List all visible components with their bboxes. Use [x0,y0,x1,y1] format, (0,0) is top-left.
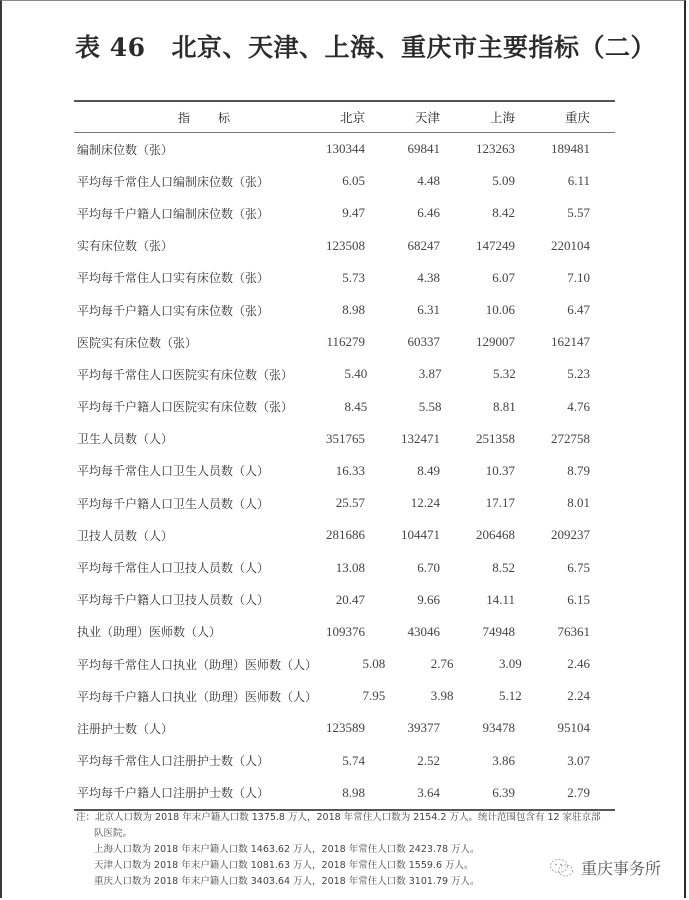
value-chongqing: 7.10 [567,269,590,285]
table-row [74,455,615,487]
value-beijing: 123589 [326,720,365,736]
value-tianjin: 43046 [407,623,440,639]
table-row [74,326,615,358]
value-tianjin: 39377 [407,720,440,736]
value-tianjin: 6.70 [417,559,440,575]
row-label: 平均每千户籍人口卫技人员数（人） [77,593,270,608]
value-shanghai: 3.09 [499,656,522,672]
row-label: 平均每千常住人口实有床位数（张） [77,271,270,286]
row-label: 卫技人员数（人） [77,528,174,543]
value-tianjin: 4.38 [417,269,440,285]
table-header-row [74,102,615,132]
value-chongqing: 6.75 [567,559,590,575]
watermark-text: 重庆事务所 [581,859,662,878]
value-beijing: 13.08 [335,559,365,575]
value-beijing: 351765 [326,430,365,446]
row-label: 平均每千户籍人口卫生人员数（人） [77,496,270,511]
value-shanghai: 3.86 [492,752,515,768]
value-chongqing: 5.23 [567,366,591,382]
value-shanghai: 14.11 [486,591,515,607]
table-row [74,584,615,616]
row-label: 卫生人员数（人） [77,432,174,447]
table-row [74,616,615,648]
value-shanghai: 206468 [476,527,515,543]
value-tianjin: 12.24 [410,495,440,511]
value-shanghai: 10.37 [485,462,515,478]
note-line: 队医院。 [94,828,133,839]
value-shanghai: 74948 [482,623,515,639]
value-tianjin: 68247 [407,237,440,253]
row-label: 执业（助理）医师数（人） [77,625,222,640]
value-tianjin: 3.87 [418,366,442,382]
value-chongqing: 95104 [557,720,590,736]
table-row [74,262,615,294]
value-shanghai: 5.09 [492,173,515,189]
value-shanghai: 147249 [476,237,515,253]
value-tianjin: 104471 [401,527,440,543]
value-shanghai: 129007 [476,334,515,350]
table-row [74,551,615,583]
value-shanghai: 6.07 [492,269,515,285]
value-tianjin: 6.46 [417,205,440,221]
value-tianjin: 5.58 [418,398,442,414]
header-indicator-char2: 标 [218,110,231,125]
row-label: 平均每千常住人口执业（助理）医师数（人） [77,657,318,672]
table-body [74,133,615,809]
value-shanghai: 251358 [476,430,515,446]
row-label: 平均每千户籍人口实有床位数（张） [77,303,270,318]
value-shanghai: 123263 [476,141,515,157]
value-shanghai: 17.17 [485,495,515,511]
value-beijing: 8.45 [344,398,368,414]
value-beijing: 9.47 [342,205,365,221]
value-shanghai: 6.39 [492,784,515,800]
table-row [74,391,615,423]
watermark [549,856,661,879]
note-line: 注：北京人口数为 2018 年末户籍人口数 1375.8 万人，2018 年常住人口数为 2154.2 万人。统计范围包含有 12 家驻京部 [76,812,601,823]
value-shanghai: 8.52 [492,559,515,575]
value-beijing: 16.33 [335,462,365,478]
value-shanghai: 5.12 [499,688,522,704]
value-beijing: 123508 [326,237,365,253]
value-tianjin: 8.49 [417,462,440,478]
header-tianjin: 天津 [414,110,440,125]
table-row [74,133,615,165]
value-beijing: 109376 [326,623,365,639]
value-chongqing: 3.07 [567,752,590,768]
table-row [74,197,615,229]
value-tianjin: 3.64 [417,784,440,800]
value-chongqing: 8.79 [567,462,590,478]
header-beijing: 北京 [339,110,365,125]
value-beijing: 281686 [326,527,365,543]
table-row [74,519,615,551]
value-tianjin: 132471 [401,430,440,446]
table-row [74,358,615,390]
value-tianjin: 69841 [407,141,440,157]
value-chongqing: 2.24 [567,688,591,704]
value-tianjin: 60337 [407,334,440,350]
row-label: 平均每千户籍人口医院实有床位数（张） [77,400,294,415]
value-beijing: 116279 [326,334,365,350]
value-beijing: 8.98 [342,784,365,800]
table-row [74,777,615,809]
row-label: 实有床位数（张） [77,239,174,254]
value-tianjin: 9.66 [417,591,440,607]
value-tianjin: 6.31 [417,302,440,318]
value-shanghai: 8.81 [493,398,516,414]
value-chongqing: 6.15 [567,591,590,607]
value-tianjin: 4.48 [417,173,440,189]
value-beijing: 8.98 [342,302,365,318]
value-beijing: 5.73 [342,269,365,285]
table-row [74,712,615,744]
value-beijing: 7.95 [362,688,386,704]
table-row [74,648,615,680]
value-beijing: 5.40 [344,366,368,382]
row-label: 平均每千常住人口编制床位数（张） [77,174,270,189]
row-label: 编制床位数（张） [77,142,174,157]
value-tianjin: 2.76 [430,656,454,672]
value-chongqing: 2.46 [567,656,591,672]
row-label: 注册护士数（人） [77,721,174,736]
row-label: 平均每千常住人口注册护士数（人） [77,754,270,769]
value-chongqing: 6.11 [567,173,590,189]
header-indicator [74,109,290,126]
value-tianjin: 3.98 [430,688,454,704]
value-chongqing: 6.47 [567,302,590,318]
value-chongqing: 76361 [557,623,590,639]
table-row [74,294,615,326]
value-chongqing: 272758 [551,430,590,446]
table-row [74,487,615,519]
value-chongqing: 220104 [551,237,590,253]
table-row [74,745,615,777]
note-line: 上海人口数为 2018 年末户籍人口数 1463.62 万人，2018 年常住人口数 2423.78 万人。 [94,844,480,855]
value-beijing: 20.47 [335,591,365,607]
table-title-text: 北京、天津、上海、重庆市主要指标（二） [171,33,657,62]
value-chongqing: 8.01 [567,495,590,511]
table-title [75,28,656,64]
value-chongqing: 2.79 [567,784,590,800]
value-beijing: 5.08 [362,656,386,672]
value-chongqing: 4.76 [567,398,591,414]
table-row [74,680,615,712]
table-row [74,230,615,262]
row-label: 平均每千户籍人口编制床位数（张） [77,206,270,221]
header-shanghai: 上海 [489,110,515,125]
row-label: 平均每千常住人口卫技人员数（人） [77,561,270,576]
row-label: 平均每千常住人口卫生人员数（人） [77,464,270,479]
indicators-table [74,100,615,811]
row-label: 平均每千常住人口医院实有床位数（张） [77,367,294,382]
row-label: 医院实有床位数（张） [77,335,198,350]
row-label: 平均每千户籍人口注册护士数（人） [77,786,270,801]
header-chongqing: 重庆 [564,110,590,125]
value-chongqing: 162147 [551,334,590,350]
table-row [74,423,615,455]
table-number: 表 46 [75,33,146,62]
header-indicator-char1: 指 [178,110,191,125]
value-shanghai: 93478 [482,720,515,736]
wechat-logo-icon [549,857,575,879]
value-beijing: 5.74 [342,752,365,768]
value-shanghai: 10.06 [485,302,515,318]
value-chongqing: 5.57 [567,205,590,221]
note-line: 重庆人口数为 2018 年末户籍人口数 3403.64 万人，2018 年常住人口数 3101.79 万人。 [94,876,480,887]
row-label: 平均每千户籍人口执业（助理）医师数（人） [77,689,318,704]
value-shanghai: 5.32 [493,366,516,382]
value-chongqing: 189481 [551,141,590,157]
value-shanghai: 8.42 [492,205,515,221]
value-tianjin: 2.52 [417,752,440,768]
note-line: 天津人口数为 2018 年末户籍人口数 1081.63 万人，2018 年常住人口数 1559.6 万人。 [94,860,474,871]
value-beijing: 130344 [326,141,365,157]
value-beijing: 6.05 [342,173,365,189]
table-row [74,165,615,197]
value-chongqing: 209237 [551,527,590,543]
value-beijing: 25.57 [335,495,365,511]
